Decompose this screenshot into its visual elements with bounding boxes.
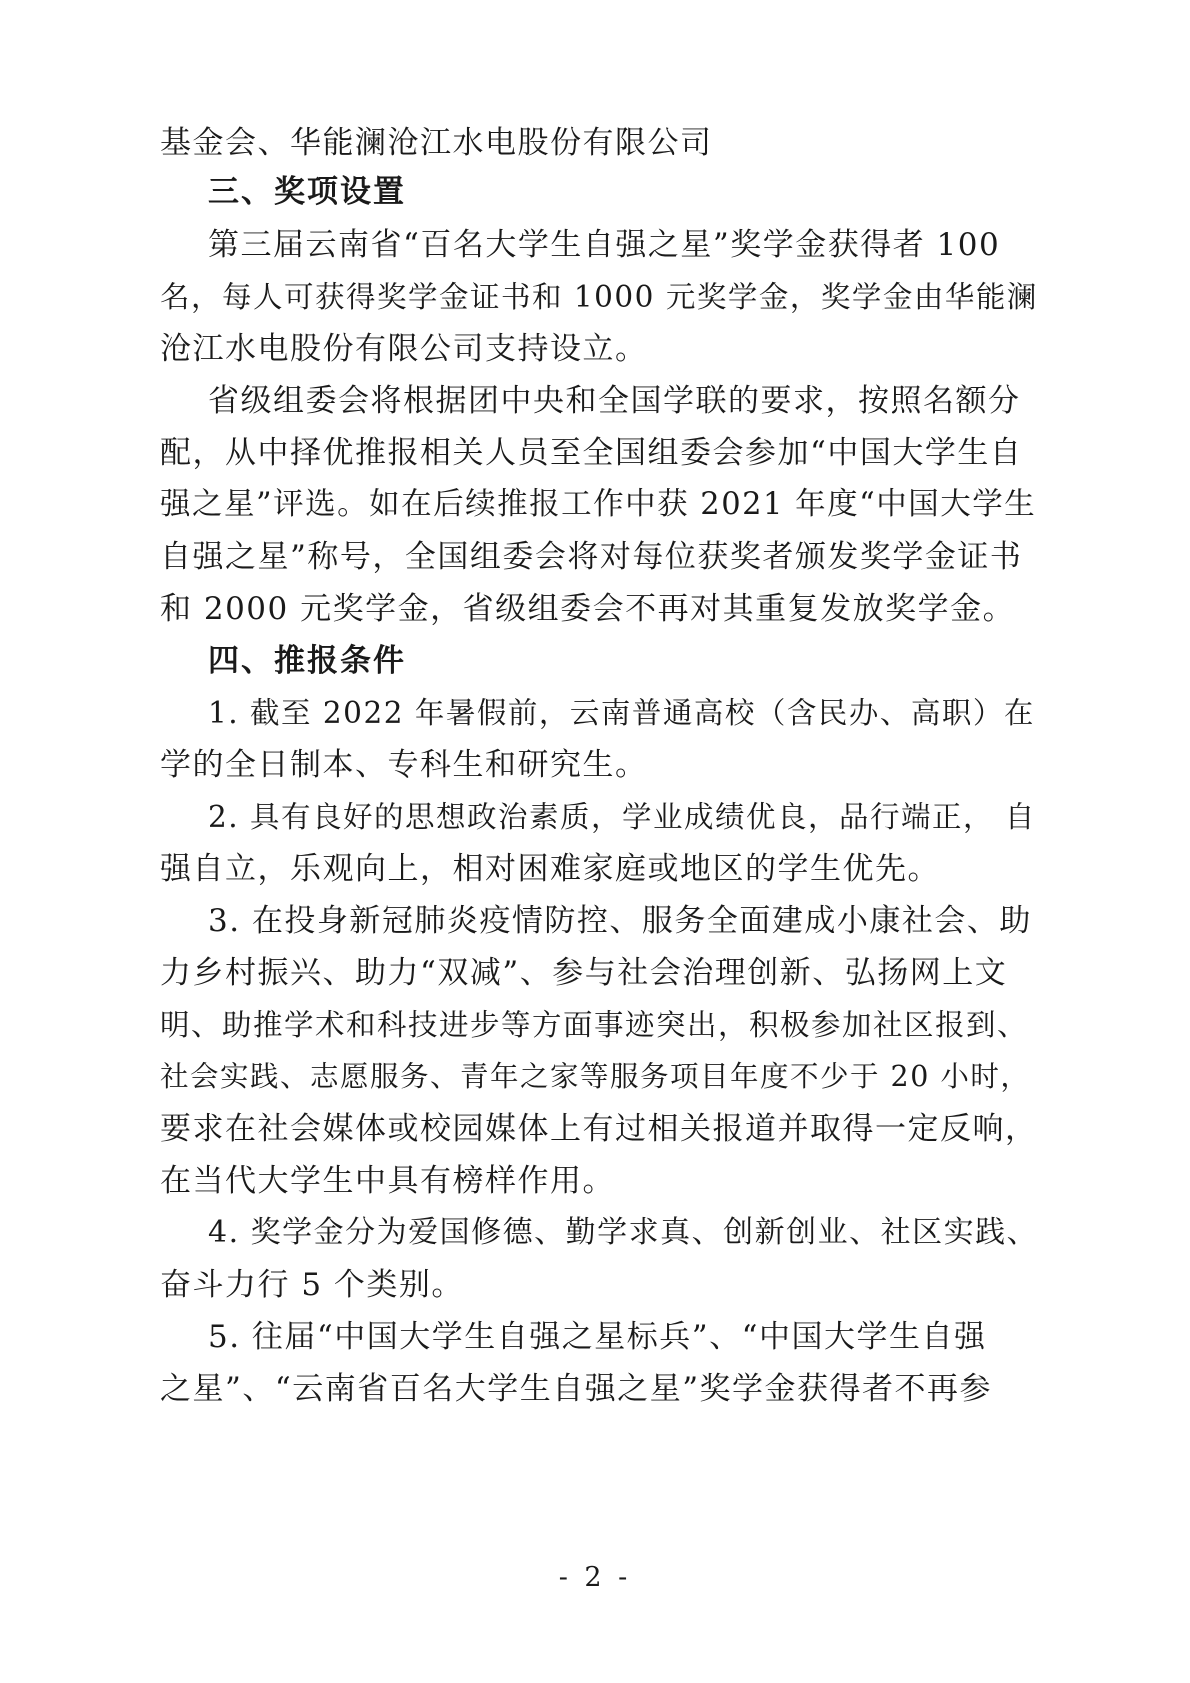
body-text-line: 沧江水电股份有限公司支持设立。 [160,331,648,367]
body-text-line: 要求在社会媒体或校园媒体上有过相关报道并取得一定反响， [160,1111,1038,1147]
body-text-line: 在当代大学生中具有榜样作用。 [160,1163,615,1199]
body-text-line: 5. 往届“中国大学生自强之星标兵”、“中国大学生自强 [208,1319,987,1355]
body-text-line: 强自立，乐观向上，相对困难家庭或地区的学生优先。 [160,851,940,887]
body-text-line: 强之星”评选。如在后续推报工作中获 2021 年度“中国大学生 [160,487,1037,522]
body-text-line: 奋斗力行 5 个类别。 [160,1267,464,1303]
body-text-line: 2. 具有良好的思想政治素质，学业成绩优良，品行端正， 自 [208,800,1036,834]
body-text-line: 社会实践、志愿服务、青年之家等服务项目年度不少于 20 小时， [160,1060,1031,1093]
body-text-line: 明、助推学术和科技进步等方面事迹突出，积极参加社区报到、 [160,1008,1029,1042]
section-heading-awards: 三、奖项设置 [208,174,406,210]
body-text-line: 配，从中择优推报相关人员至全国组委会参加“中国大学生自 [160,435,1023,471]
body-text-line: 省级组委会将根据团中央和全国学联的要求，按照名额分 [208,383,1021,419]
body-text-line: 1. 截至 2022 年暑假前，云南普通高校（含民办、高职）在 [208,696,1035,730]
body-text-line: 基金会、华能澜沧江水电股份有限公司 [160,125,713,161]
body-text-line: 和 2000 元奖学金，省级组委会不再对其重复发放奖学金。 [160,591,1016,627]
body-text-line: 名，每人可获得奖学金证书和 1000 元奖学金，奖学金由华能澜 [160,280,1038,314]
body-text-line: 之星”、“云南省百名大学生自强之星”奖学金获得者不再参 [160,1371,993,1407]
body-text-line: 4. 奖学金分为爱国修德、勤学求真、创新创业、社区实践、 [208,1215,1039,1250]
body-text-line: 学的全日制本、专科生和研究生。 [160,747,648,783]
body-text-line: 3. 在投身新冠肺炎疫情防控、服务全面建成小康社会、助 [208,903,1032,939]
body-text-line: 第三届云南省“百名大学生自强之星”奖学金获得者 100 [208,227,1001,263]
page-number: - 2 - [558,1562,632,1593]
section-heading-conditions: 四、推报条件 [208,643,406,679]
body-text-line: 自强之星”称号，全国组委会将对每位获奖者颁发奖学金证书 [160,539,1023,575]
body-text-line: 力乡村振兴、助力“双减”、参与社会治理创新、弘扬网上文 [160,955,1008,991]
